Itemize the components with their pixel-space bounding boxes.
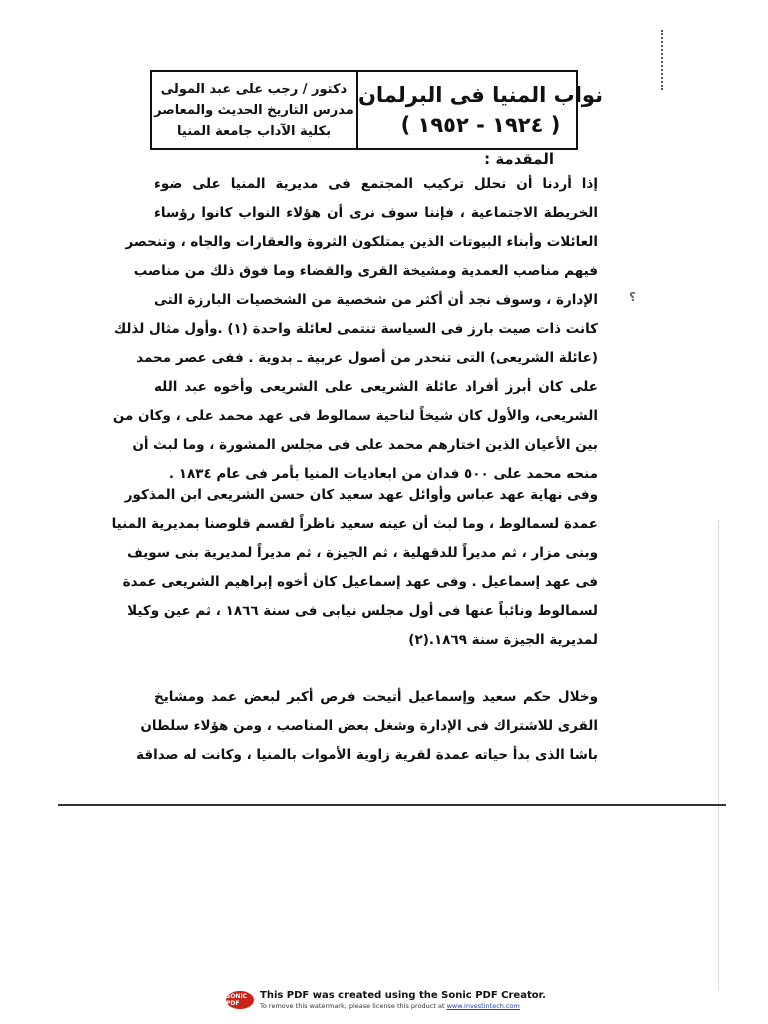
- text-line: فى عهد إسماعيل . وفى عهد إسماعيل كان أخوه إبراهيم الشريعى عمدة: [122, 574, 598, 590]
- pdf-watermark: [226, 987, 566, 1013]
- paragraph-1: [112, 170, 598, 489]
- paper-years: ( ١٩٢٤ - ١٩٥٢ ): [400, 113, 561, 137]
- text-line: فيهم مناصب العمدية ومشيخة القرى والقضاء وما فوق ذلك من مناصب: [133, 263, 598, 279]
- author-name: دكتور / رجب على عبد المولى: [160, 81, 348, 97]
- paragraph-3: [136, 683, 598, 770]
- text-line: بين الأعيان الذين اختارهم محمد على فى مجلس المشورة ، وما لبث أن: [132, 437, 598, 453]
- margin-scan-line: [718, 520, 720, 990]
- text-line: عمدة لسمالوط ، وما لبث أن عينه سعيد ناظراً لقسم قلوصنا بمديرية المنيا: [111, 516, 598, 532]
- watermark-text: [260, 990, 546, 1011]
- text-line: لمديرية الجيزة سنة ١٨٦٩.(٢): [408, 632, 598, 648]
- paragraph-2: [111, 481, 598, 655]
- text-line: القرى للاشتراك فى الإدارة وشغل بعض المناصب ، ومن هؤلاء سلطان: [140, 718, 598, 734]
- author-position: مدرس التاريخ الحديث والمعاصر: [154, 102, 354, 118]
- margin-dotted-line: [661, 30, 664, 90]
- title-box: [150, 70, 603, 150]
- sonic-pdf-logo-icon: SONIC PDF: [226, 991, 254, 1009]
- text-line: كانت ذات صيت بارز فى السياسة تنتمى لعائلة واحدة (١) .وأول مثال لذلك: [113, 321, 598, 337]
- text-line: إذا أردنا أن نحلل تركيب المجتمع فى مديرية المنيا على ضوء: [154, 176, 598, 192]
- section-heading: المقدمة :: [484, 150, 554, 168]
- watermark-sub-text: To remove this watermark, please license this product at: [260, 1001, 445, 1010]
- text-line: الشريعى، والأول كان شيخاً لناحية سمالوط فى عهد محمد على ، وكان من: [112, 408, 598, 424]
- text-line: منحه محمد على ٥٠٠ فدان من ابعاديات المنيا بأمر فى عام ١٨٣٤ .: [168, 466, 598, 482]
- title-block: [358, 72, 603, 148]
- watermark-link[interactable]: www.investintech.com: [446, 1001, 520, 1010]
- text-line: وفى نهاية عهد عباس وأوائل عهد سعيد كان حسن الشريعى ابن المذكور: [124, 487, 598, 503]
- text-line: على كان أبرز أفراد عائلة الشريعى على الشريعى وأخوه عبد الله: [154, 379, 598, 395]
- footnote-separator: [58, 804, 726, 806]
- text-line: الإدارة ، وسوف نجد أن أكثر من شخصية من الشخصيات البارزة التى: [153, 292, 598, 308]
- watermark-main: This PDF was created using the Sonic PDF Creator.: [260, 989, 546, 1001]
- author-affiliation: بكلية الآداب جامعة المنيا: [177, 123, 331, 139]
- text-line: لسمالوط ونائباً عنها فى أول مجلس نيابى فى سنة ١٨٦٦ ، ثم عين وكيلا: [127, 603, 598, 619]
- text-line: وخلال حكم سعيد وإسماعيل أتيحت فرص أكبر لبعض عمد ومشايخ: [154, 689, 598, 705]
- text-line: العائلات وأبناء البيوتات الذين يمتلكون الثروة والعقارات والجاه ، وتنحصر: [125, 234, 598, 250]
- watermark-sub: [260, 1002, 546, 1011]
- text-line: باشا الذى بدأ حياته عمدة لقرية زاوية الأموات بالمنيا ، وكانت له صداقة: [136, 747, 598, 763]
- text-line: (عائلة الشريعى) التى تنحدر من أصول عربية ـ بدوية . ففى عصر محمد: [136, 350, 598, 366]
- margin-mark: ؟: [629, 290, 636, 304]
- text-line: الخريطة الاجتماعية ، فإننا سوف نرى أن هؤلاء النواب كانوا رؤساء: [154, 205, 598, 221]
- author-block: [152, 72, 358, 148]
- paper-title: نواب المنيا فى البرلمان: [358, 83, 603, 107]
- text-line: وبنى مزار ، ثم مديراً للدقهلية ، ثم الجيزة ، ثم مديراً لمديرية بنى سويف: [127, 545, 598, 561]
